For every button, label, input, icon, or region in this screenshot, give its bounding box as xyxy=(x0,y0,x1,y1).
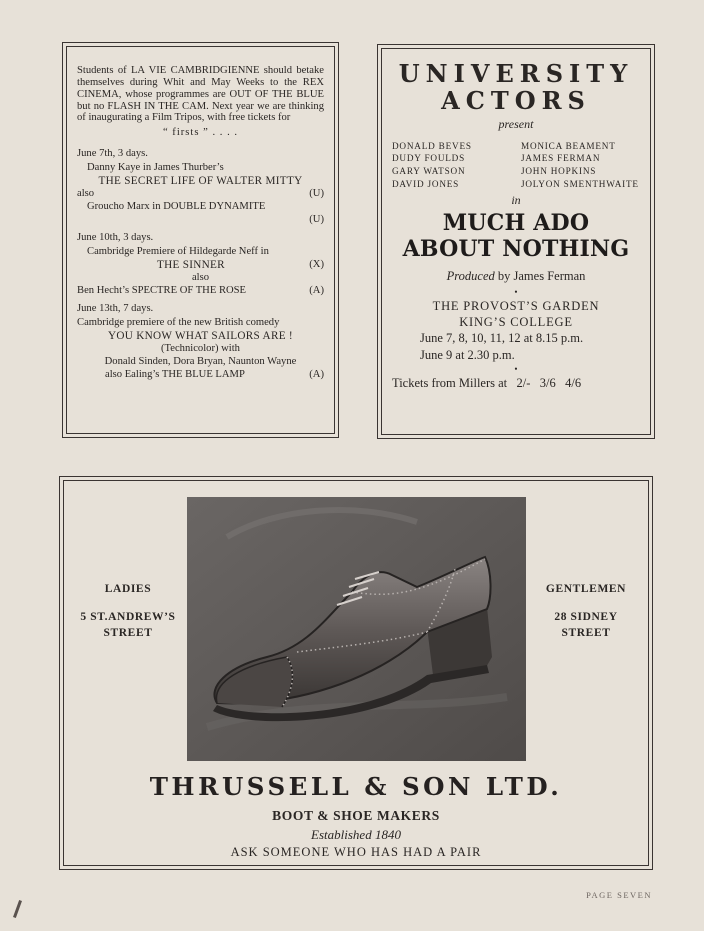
play-title-line1: MUCH ADO xyxy=(442,209,590,236)
firm-name: THRUSSELL & SON LTD. xyxy=(149,772,563,801)
established-date: Established 1840 xyxy=(311,827,401,842)
listing-text: Cambridge Premiere of Hildegarde Neff in xyxy=(87,245,269,257)
listing-date: June 7th, 3 days. xyxy=(77,148,148,160)
cast-member: JAMES FERMAN xyxy=(520,153,601,164)
listing-text: (Technicolor) with xyxy=(161,343,240,355)
listing-line xyxy=(77,214,324,226)
listing-line xyxy=(77,246,324,258)
cast-column-left xyxy=(392,140,511,191)
ticket-prices: Tickets from Millers at 2/- 3/6 4/6 xyxy=(392,375,582,390)
listing-text: YOU KNOW WHAT SAILORS ARE ! xyxy=(108,329,293,342)
venue-line1: THE PROVOST’S GARDEN xyxy=(432,299,600,314)
cast-member: DAVID JONES xyxy=(392,178,460,189)
listing-text: Cambridge premiere of the new British comedy xyxy=(77,316,280,328)
company-name-line1: UNIVERSITY xyxy=(398,59,634,88)
cinema-listings xyxy=(77,148,324,387)
listing-spacer xyxy=(77,382,324,387)
pencil-mark xyxy=(13,900,22,918)
listing-line xyxy=(77,285,324,297)
company-name-line2: ACTORS xyxy=(441,85,591,115)
cinema-intro: Students of LA VIE CAMBRIDGIENNE should betake themselves during Whit and May Weeks to the REX CINEMA, whose programmes are OUT OF THE BLUE but no FLASH IN THE CAM. Next year we are thinking of inaugurating a Film Tripos, with free tickets for xyxy=(77,65,324,124)
gentlemen-heading: GENTLEMEN xyxy=(545,583,627,595)
performance-dates-matinee: June 9 at 2.30 p.m. xyxy=(420,347,515,362)
cinema-advert-body xyxy=(77,65,324,427)
listing-text: THE SECRET LIFE OF WALTER MITTY xyxy=(98,174,303,187)
listing-text: also Ealing’s THE BLUE LAMP xyxy=(105,368,245,380)
listing-text: also xyxy=(77,188,95,200)
listing-text: Groucho Marx in DOUBLE DYNAMITE xyxy=(87,201,266,213)
listing-text: Ben Hecht’s SPECTRE OF THE ROSE xyxy=(77,285,247,297)
university-actors-advert xyxy=(377,44,655,439)
produced-label: Produced xyxy=(446,269,495,284)
gentlemen-address-line1: 28 SIDNEY xyxy=(554,610,618,623)
producer-name: by James Ferman xyxy=(497,269,586,284)
brogue-shoe-illustration xyxy=(187,497,526,761)
cast-member: JOLYON SMENTHWAITE xyxy=(520,178,639,189)
listing-line xyxy=(77,175,324,188)
listing-line xyxy=(77,317,324,329)
venue-line2: KING’S COLLEGE xyxy=(459,314,573,329)
cast-member: GARY WATSON xyxy=(392,166,466,177)
in-label: in xyxy=(511,192,521,207)
listing-line xyxy=(77,343,324,355)
ladies-address-line1: 5 ST.ANDREW’S xyxy=(80,610,176,623)
play-title-line2: ABOUT NOTHING xyxy=(402,236,630,263)
cinema-advert xyxy=(62,42,339,438)
cast-member: MONICA BEAMENT xyxy=(520,140,616,151)
performance-dates-evening: June 7, 8, 10, 11, 12 at 8.15 p.m. xyxy=(420,331,584,346)
listing-line xyxy=(77,162,324,174)
listing-text: THE SINNER xyxy=(157,258,225,271)
slogan: ASK SOMEONE WHO HAS HAD A PAIR xyxy=(230,845,482,859)
listing-line xyxy=(77,330,324,343)
listing-line xyxy=(77,188,324,200)
cast-member: DONALD BEVES xyxy=(392,140,472,151)
cinema-firsts: “ firsts ” . . . . xyxy=(162,127,239,139)
bullet-separator: • xyxy=(514,287,518,298)
cast-list xyxy=(390,140,642,191)
bullet-separator: • xyxy=(514,363,518,374)
listing-text: also xyxy=(191,272,210,284)
listing-line xyxy=(77,369,324,381)
ladies-heading: LADIES xyxy=(104,583,152,595)
listing-text: Danny Kaye in James Thurber’s xyxy=(87,162,224,174)
trade-description: BOOT & SHOE MAKERS xyxy=(272,808,440,823)
present-label: present xyxy=(498,116,534,131)
producer-credit xyxy=(390,269,642,284)
certificate-label: (X) xyxy=(309,258,324,270)
listing-date: June 13th, 7 days. xyxy=(77,302,154,314)
gentlemen-shop xyxy=(530,581,642,642)
certificate-label: (A) xyxy=(309,285,324,297)
ladies-address-line2: STREET xyxy=(103,627,153,640)
cast-member: DUDY FOULDS xyxy=(392,153,466,164)
certificate-label: (A) xyxy=(309,368,324,380)
cast-member: JOHN HOPKINS xyxy=(520,166,597,177)
shoe-icon xyxy=(187,497,526,761)
certificate-label: (U) xyxy=(309,214,324,226)
ladies-shop xyxy=(70,581,186,642)
gentlemen-address-line2: STREET xyxy=(561,627,611,640)
page-number: PAGE SEVEN xyxy=(586,890,652,900)
play-title xyxy=(390,210,642,264)
listing-line xyxy=(77,259,324,272)
certificate-label: (U) xyxy=(309,188,324,200)
cast-column-right xyxy=(521,140,640,191)
listing-line xyxy=(77,272,324,284)
shoemaker-advert xyxy=(59,476,653,870)
listing-line xyxy=(77,201,324,213)
listing-date: June 10th, 3 days. xyxy=(77,232,154,243)
listing-line xyxy=(77,356,324,368)
listing-text: Donald Sinden, Dora Bryan, Naunton Wayne xyxy=(104,356,297,368)
